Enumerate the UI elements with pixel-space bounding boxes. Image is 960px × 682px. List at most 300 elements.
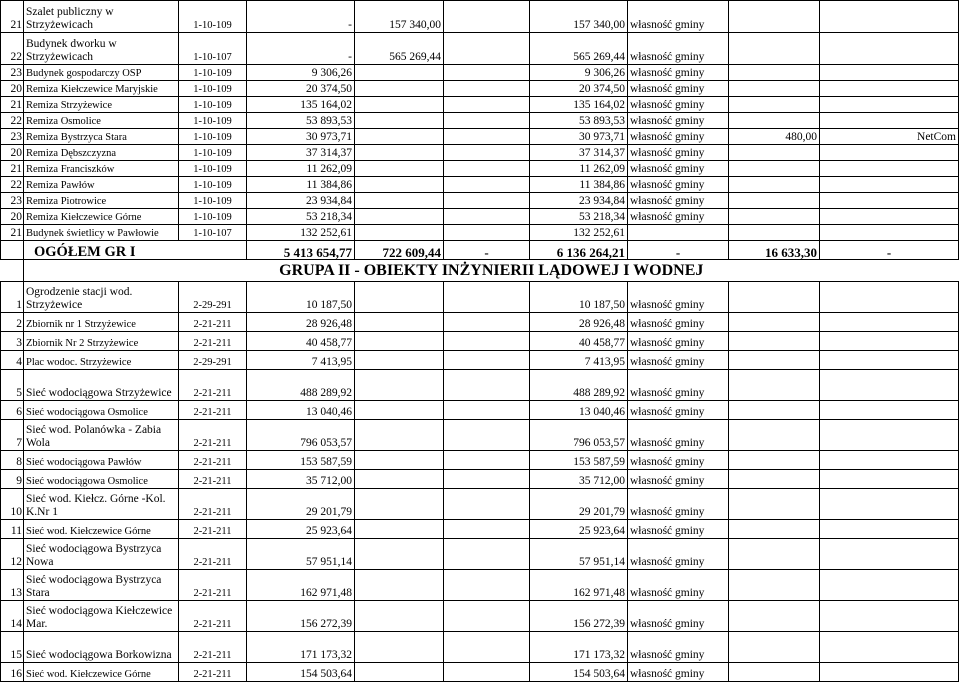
table-row (1, 177, 959, 193)
value-col-5 (729, 177, 820, 193)
table-row (1, 489, 959, 520)
value-col-4: 135 164,02 (530, 97, 628, 113)
kst-code: 1-10-109 (179, 193, 247, 209)
kst-code: 2-21-211 (179, 332, 247, 351)
ownership: własność gminy (628, 451, 729, 470)
value-col-4: 29 201,79 (530, 489, 628, 520)
ownership: własność gminy (628, 601, 729, 632)
value-col-5 (729, 81, 820, 97)
value-col-3 (444, 332, 530, 351)
note (820, 489, 959, 520)
object-name: Zbiornik nr 1 Strzyżewice (24, 313, 179, 332)
value-col-5 (729, 370, 820, 401)
value-col-5 (729, 451, 820, 470)
object-name: Sieć wodociągowa Osmolice (24, 470, 179, 489)
value-col-2: 157 340,00 (355, 1, 444, 33)
row-number: 23 (1, 129, 24, 145)
value-col-4: 53 218,34 (530, 209, 628, 225)
value-col-2 (355, 470, 444, 489)
kst-code: 2-21-211 (179, 520, 247, 539)
value-col-5: 480,00 (729, 129, 820, 145)
note (820, 451, 959, 470)
note (820, 177, 959, 193)
table-row (1, 601, 959, 632)
table-row (1, 209, 959, 225)
value-col-4: 23 934,84 (530, 193, 628, 209)
total-v3: - (444, 241, 530, 260)
value-col-2 (355, 451, 444, 470)
value-col-3 (444, 470, 530, 489)
value-col-3 (444, 539, 530, 570)
note (820, 209, 959, 225)
group-title-row (1, 260, 959, 282)
value-col-1: 156 272,39 (247, 601, 355, 632)
table-row (1, 81, 959, 97)
value-col-1: 29 201,79 (247, 489, 355, 520)
value-col-5 (729, 632, 820, 663)
note (820, 193, 959, 209)
value-col-3 (444, 97, 530, 113)
ownership: własność gminy (628, 193, 729, 209)
ownership: własność gminy (628, 161, 729, 177)
kst-code: 2-21-211 (179, 601, 247, 632)
value-col-5 (729, 570, 820, 601)
object-name: Remiza Strzyżewice (24, 97, 179, 113)
object-name: Sieć wod. Kiełczewice Górne (24, 520, 179, 539)
value-col-2 (355, 332, 444, 351)
value-col-2 (355, 161, 444, 177)
row-number: 21 (1, 1, 24, 33)
row-number: 21 (1, 225, 24, 241)
ownership: własność gminy (628, 33, 729, 65)
note (820, 97, 959, 113)
note (820, 370, 959, 401)
row-number: 5 (1, 370, 24, 401)
value-col-4: 153 587,59 (530, 451, 628, 470)
ownership: własność gminy (628, 632, 729, 663)
value-col-5 (729, 161, 820, 177)
value-col-4: 171 173,32 (530, 632, 628, 663)
row-number: 23 (1, 65, 24, 81)
table-row (1, 420, 959, 451)
ownership: własność gminy (628, 1, 729, 33)
value-col-1: 13 040,46 (247, 401, 355, 420)
value-col-4: 40 458,77 (530, 332, 628, 351)
note (820, 332, 959, 351)
kst-code: 1-10-107 (179, 33, 247, 65)
table-row (1, 632, 959, 663)
value-col-2 (355, 520, 444, 539)
value-col-2 (355, 81, 444, 97)
ownership: własność gminy (628, 313, 729, 332)
kst-code: 1-10-109 (179, 145, 247, 161)
value-col-1: 35 712,00 (247, 470, 355, 489)
total-v1: 5 413 654,77 (247, 241, 355, 260)
kst-code: 2-21-211 (179, 401, 247, 420)
note (820, 570, 959, 601)
value-col-2 (355, 370, 444, 401)
total-row (1, 241, 959, 260)
value-col-1: - (247, 33, 355, 65)
object-name: Remiza Pawłów (24, 177, 179, 193)
value-col-1: 30 973,71 (247, 129, 355, 145)
value-col-1: 25 923,64 (247, 520, 355, 539)
value-col-3 (444, 161, 530, 177)
value-col-4: 157 340,00 (530, 1, 628, 33)
table-row (1, 65, 959, 81)
value-col-1: - (247, 1, 355, 33)
object-name: Sieć wod. Kiełcz. Górne -Kol. K.Nr 1 (24, 489, 179, 520)
value-col-3 (444, 370, 530, 401)
value-col-3 (444, 282, 530, 313)
value-col-5 (729, 282, 820, 313)
value-col-5 (729, 97, 820, 113)
value-col-3 (444, 632, 530, 663)
row-number: 9 (1, 470, 24, 489)
value-col-3 (444, 177, 530, 193)
row-number: 22 (1, 113, 24, 129)
kst-code: 2-21-211 (179, 470, 247, 489)
row-number: 1 (1, 282, 24, 313)
note (820, 282, 959, 313)
value-col-1: 53 218,34 (247, 209, 355, 225)
value-col-3 (444, 601, 530, 632)
value-col-1: 162 971,48 (247, 570, 355, 601)
table-row (1, 113, 959, 129)
ownership: własność gminy (628, 65, 729, 81)
note (820, 520, 959, 539)
object-name: Sieć wodociągowa Bystrzyca Stara (24, 570, 179, 601)
value-col-4: 11 384,86 (530, 177, 628, 193)
object-name: Remiza Kiełczewice Maryjskie (24, 81, 179, 97)
value-col-5 (729, 351, 820, 370)
total-lp-cell (1, 241, 24, 260)
group-title-spacer (1, 260, 24, 282)
row-number: 20 (1, 145, 24, 161)
value-col-5 (729, 1, 820, 33)
value-col-2 (355, 489, 444, 520)
value-col-5 (729, 520, 820, 539)
object-name: Remiza Dębszczyzna (24, 145, 179, 161)
kst-code: 2-21-211 (179, 570, 247, 601)
row-number: 20 (1, 209, 24, 225)
kst-code: 2-21-211 (179, 632, 247, 663)
row-number: 22 (1, 33, 24, 65)
object-name: Sieć wodociągowa Bystrzyca Nowa (24, 539, 179, 570)
value-col-3 (444, 520, 530, 539)
group-title: GRUPA II - OBIEKTY INŻYNIERII LĄDOWEJ I WODNEJ (279, 262, 704, 279)
value-col-4: 156 272,39 (530, 601, 628, 632)
object-name: Remiza Bystrzyca Stara (24, 129, 179, 145)
kst-code: 1-10-107 (179, 225, 247, 241)
note (820, 161, 959, 177)
value-col-1: 53 893,53 (247, 113, 355, 129)
kst-code: 1-10-109 (179, 81, 247, 97)
object-name: Sieć wod. Polanówka - Zabia Wola (24, 420, 179, 451)
ownership: własność gminy (628, 145, 729, 161)
table-row (1, 282, 959, 313)
note: NetCom (820, 129, 959, 145)
table-row (1, 129, 959, 145)
row-number: 16 (1, 663, 24, 682)
ownership: własność gminy (628, 539, 729, 570)
row-number: 6 (1, 401, 24, 420)
row-number: 21 (1, 161, 24, 177)
value-col-5 (729, 145, 820, 161)
ownership: własność gminy (628, 470, 729, 489)
ownership: własność gminy (628, 113, 729, 129)
table-row (1, 225, 959, 241)
object-name: Budynek gospodarczy OSP (24, 65, 179, 81)
value-col-4: 53 893,53 (530, 113, 628, 129)
table-row (1, 145, 959, 161)
value-col-4: 488 289,92 (530, 370, 628, 401)
ownership: własność gminy (628, 282, 729, 313)
object-name: Remiza Franciszków (24, 161, 179, 177)
value-col-5 (729, 209, 820, 225)
kst-code: 2-21-211 (179, 370, 247, 401)
value-col-4: 11 262,09 (530, 161, 628, 177)
value-col-1: 7 413,95 (247, 351, 355, 370)
value-col-5 (729, 313, 820, 332)
note (820, 351, 959, 370)
object-name: Zbiornik Nr 2 Strzyżewice (24, 332, 179, 351)
table-row (1, 520, 959, 539)
value-col-4: 25 923,64 (530, 520, 628, 539)
ownership: własność gminy (628, 177, 729, 193)
value-col-5 (729, 539, 820, 570)
value-col-5 (729, 420, 820, 451)
value-col-5 (729, 225, 820, 241)
value-col-2 (355, 313, 444, 332)
kst-code: 2-21-211 (179, 420, 247, 451)
value-col-2 (355, 539, 444, 570)
value-col-3 (444, 209, 530, 225)
value-col-1: 10 187,50 (247, 282, 355, 313)
value-col-2 (355, 113, 444, 129)
note (820, 470, 959, 489)
note (820, 81, 959, 97)
kst-code: 2-29-291 (179, 282, 247, 313)
table-row (1, 1, 959, 33)
note (820, 33, 959, 65)
value-col-4: 13 040,46 (530, 401, 628, 420)
table-row (1, 332, 959, 351)
row-number: 20 (1, 81, 24, 97)
object-name: Sieć wodociągowa Osmolice (24, 401, 179, 420)
value-col-2 (355, 601, 444, 632)
value-col-2 (355, 282, 444, 313)
kst-code: 1-10-109 (179, 65, 247, 81)
ownership: własność gminy (628, 401, 729, 420)
value-col-3 (444, 1, 530, 33)
value-col-1: 11 262,09 (247, 161, 355, 177)
value-col-3 (444, 145, 530, 161)
table-row (1, 401, 959, 420)
value-col-2 (355, 65, 444, 81)
kst-code: 2-21-211 (179, 451, 247, 470)
object-name: Sieć wodociągowa Borkowizna (24, 632, 179, 663)
value-col-2 (355, 129, 444, 145)
value-col-3 (444, 489, 530, 520)
table-row (1, 313, 959, 332)
value-col-1: 23 934,84 (247, 193, 355, 209)
ownership: własność gminy (628, 97, 729, 113)
row-number: 2 (1, 313, 24, 332)
row-number: 11 (1, 520, 24, 539)
total-ownership: - (628, 241, 729, 260)
value-col-4: 30 973,71 (530, 129, 628, 145)
value-col-5 (729, 489, 820, 520)
group-i-total (1, 241, 959, 282)
value-col-2 (355, 570, 444, 601)
table-row (1, 351, 959, 370)
row-number: 4 (1, 351, 24, 370)
value-col-3 (444, 663, 530, 682)
object-name: Budynek świetlicy w Pawłowie (24, 225, 179, 241)
value-col-1: 488 289,92 (247, 370, 355, 401)
ownership: własność gminy (628, 520, 729, 539)
object-name: Remiza Kiełczewice Górne (24, 209, 179, 225)
kst-code: 1-10-109 (179, 177, 247, 193)
value-col-3 (444, 113, 530, 129)
ownership: własność gminy (628, 663, 729, 682)
kst-code: 1-10-109 (179, 97, 247, 113)
group-i-rows (1, 1, 959, 241)
value-col-4: 20 374,50 (530, 81, 628, 97)
object-name: Szalet publiczny w Strzyżewicach (24, 1, 179, 33)
value-col-1: 796 053,57 (247, 420, 355, 451)
kst-code: 2-21-211 (179, 539, 247, 570)
value-col-3 (444, 193, 530, 209)
ownership: własność gminy (628, 351, 729, 370)
note (820, 313, 959, 332)
table-row (1, 370, 959, 401)
value-col-5 (729, 65, 820, 81)
value-col-3 (444, 65, 530, 81)
note (820, 145, 959, 161)
value-col-4: 10 187,50 (530, 282, 628, 313)
object-name: Budynek dworku w Strzyżewicach (24, 33, 179, 65)
note (820, 420, 959, 451)
note (820, 65, 959, 81)
ownership: własność gminy (628, 129, 729, 145)
value-col-1: 57 951,14 (247, 539, 355, 570)
table-row (1, 570, 959, 601)
value-col-2 (355, 632, 444, 663)
value-col-2: 565 269,44 (355, 33, 444, 65)
value-col-1: 28 926,48 (247, 313, 355, 332)
ownership: własność gminy (628, 570, 729, 601)
row-number: 12 (1, 539, 24, 570)
value-col-5 (729, 33, 820, 65)
value-col-5 (729, 470, 820, 489)
ownership: własność gminy (628, 81, 729, 97)
table-row (1, 470, 959, 489)
kst-code: 1-10-109 (179, 161, 247, 177)
value-col-3 (444, 451, 530, 470)
value-col-2 (355, 209, 444, 225)
kst-code: 2-29-291 (179, 351, 247, 370)
value-col-1: 132 252,61 (247, 225, 355, 241)
note (820, 632, 959, 663)
value-col-4: 37 314,37 (530, 145, 628, 161)
table-row (1, 193, 959, 209)
value-col-4: 57 951,14 (530, 539, 628, 570)
object-name: Sieć wodociągowa Kiełczewice Mar. (24, 601, 179, 632)
note (820, 1, 959, 33)
value-col-2 (355, 145, 444, 161)
value-col-3 (444, 33, 530, 65)
ownership (628, 225, 729, 241)
kst-code: 1-10-109 (179, 209, 247, 225)
table-row (1, 161, 959, 177)
note (820, 225, 959, 241)
kst-code: 1-10-109 (179, 1, 247, 33)
kst-code: 2-21-211 (179, 489, 247, 520)
kst-code: 1-10-109 (179, 129, 247, 145)
total-v2: 722 609,44 (355, 241, 444, 260)
row-number: 15 (1, 632, 24, 663)
row-number: 23 (1, 193, 24, 209)
value-col-2 (355, 420, 444, 451)
value-col-4: 7 413,95 (530, 351, 628, 370)
table-row (1, 97, 959, 113)
value-col-2 (355, 225, 444, 241)
value-col-3 (444, 420, 530, 451)
total-label: OGÓŁEM GR I (24, 241, 247, 260)
kst-code: 2-21-211 (179, 663, 247, 682)
value-col-2 (355, 193, 444, 209)
note (820, 539, 959, 570)
value-col-1: 154 503,64 (247, 663, 355, 682)
row-number: 8 (1, 451, 24, 470)
ownership: własność gminy (628, 209, 729, 225)
object-name: Sieć wodociągowa Strzyżewice (24, 370, 179, 401)
value-col-2 (355, 663, 444, 682)
value-col-3 (444, 225, 530, 241)
value-col-4: 162 971,48 (530, 570, 628, 601)
value-col-5 (729, 113, 820, 129)
ownership: własność gminy (628, 420, 729, 451)
value-col-5 (729, 601, 820, 632)
value-col-3 (444, 129, 530, 145)
value-col-1: 37 314,37 (247, 145, 355, 161)
value-col-4: 35 712,00 (530, 470, 628, 489)
total-v4: 6 136 264,21 (530, 241, 628, 260)
ownership: własność gminy (628, 370, 729, 401)
object-name: Plac wodoc. Strzyżewice (24, 351, 179, 370)
kst-code: 2-21-211 (179, 313, 247, 332)
value-col-3 (444, 313, 530, 332)
value-col-3 (444, 401, 530, 420)
value-col-1: 171 173,32 (247, 632, 355, 663)
value-col-3 (444, 570, 530, 601)
table-row (1, 663, 959, 682)
value-col-5 (729, 663, 820, 682)
value-col-2 (355, 177, 444, 193)
value-col-4: 565 269,44 (530, 33, 628, 65)
value-col-4: 796 053,57 (530, 420, 628, 451)
value-col-2 (355, 97, 444, 113)
value-col-4: 28 926,48 (530, 313, 628, 332)
value-col-1: 40 458,77 (247, 332, 355, 351)
value-col-5 (729, 401, 820, 420)
value-col-1: 153 587,59 (247, 451, 355, 470)
object-name: Sieć wod. Kiełczewice Górne (24, 663, 179, 682)
note (820, 401, 959, 420)
note (820, 663, 959, 682)
